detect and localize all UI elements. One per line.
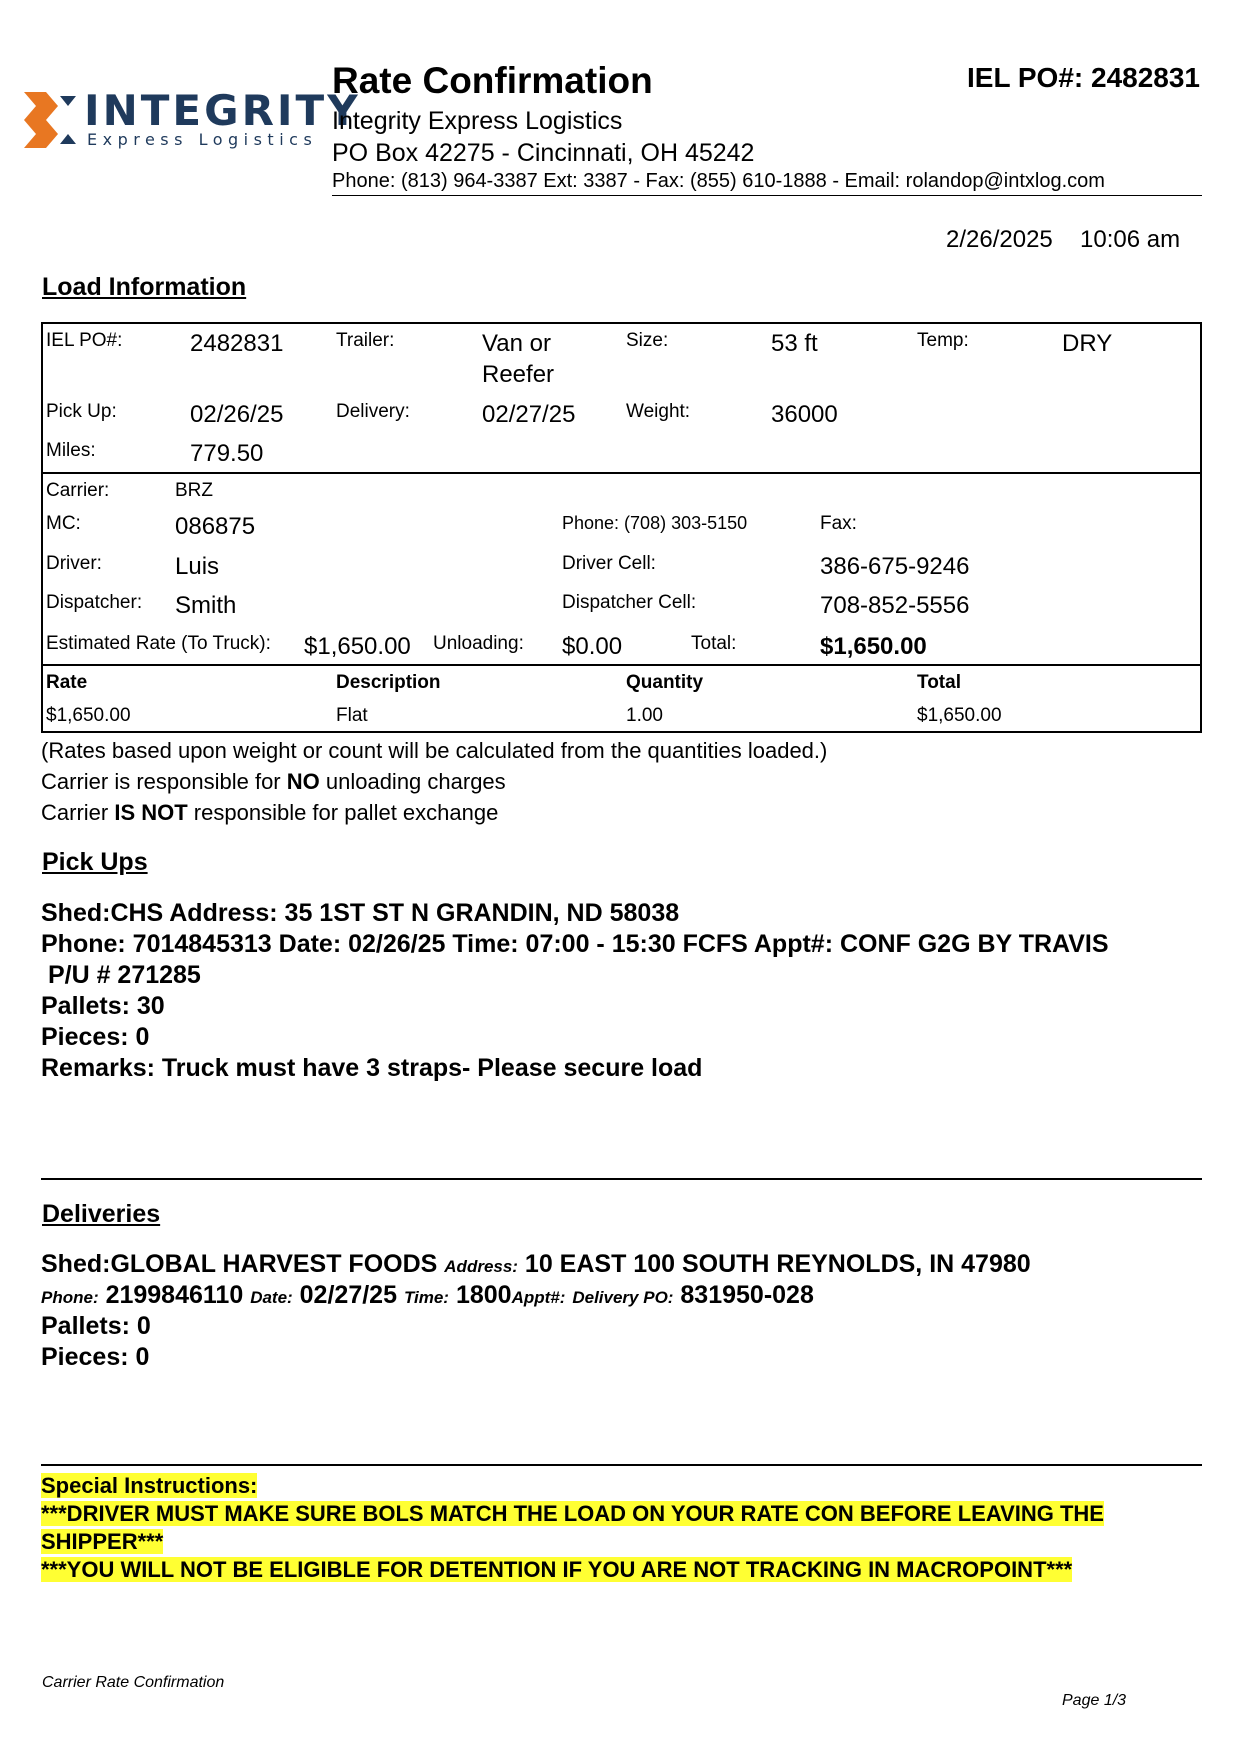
- unloading-note: [41, 769, 506, 795]
- rates-header-description: Description: [336, 672, 441, 693]
- delivery-phone-line: [41, 1281, 814, 1310]
- po-label: IEL PO#:: [46, 330, 123, 351]
- page-title: Rate Confirmation: [332, 60, 653, 101]
- pickup-phone-date-time: Phone: 7014845313 Date: 02/26/25 Time: 07:00 - 15:30 FCFS Appt#: CONF G2G BY TRAVIS: [41, 930, 1109, 958]
- total-label: Total:: [691, 633, 737, 654]
- carrier-label: Carrier:: [46, 480, 110, 501]
- company-logo: [24, 86, 361, 149]
- driver-cell-label: Driver Cell:: [562, 553, 656, 574]
- unloading-note-tail: unloading charges: [319, 769, 506, 794]
- rates-header-total: Total: [917, 672, 961, 693]
- special-instruction-bols-line1: ***DRIVER MUST MAKE SURE BOLS MATCH THE LOAD ON YOUR RATE CON BEFORE LEAVING THE: [41, 1501, 1104, 1526]
- delivery-shed: Shed:GLOBAL HARVEST FOODS: [41, 1250, 438, 1278]
- delivery-address-label: Address:: [444, 1257, 518, 1276]
- company-contact: Phone: (813) 964-3387 Ext: 3387 - Fax: (855) 610-1888 - Email: rolandop@intxlog.com: [332, 170, 1105, 192]
- pallet-note-emphasis: IS NOT: [114, 800, 188, 825]
- header-divider: [332, 195, 1202, 196]
- header-po-number: IEL PO#: 2482831: [967, 62, 1200, 93]
- po-value: 2482831: [190, 330, 284, 357]
- special-instruction-bols-line2: SHIPPER***: [41, 1529, 164, 1554]
- fax-label: Fax:: [820, 513, 857, 534]
- size-value: 53 ft: [771, 330, 818, 357]
- pickup-pallets: Pallets: 30: [41, 992, 165, 1020]
- unloading-note-emphasis: NO: [286, 769, 320, 794]
- load-carrier-divider: [41, 472, 1202, 474]
- trailer-value-line1: Van or: [482, 330, 551, 357]
- dispatcher-cell-value: 708-852-5556: [820, 592, 970, 619]
- delivery-pieces: Pieces: 0: [41, 1343, 150, 1371]
- driver-value: Luis: [175, 553, 220, 580]
- dispatcher-cell-label: Dispatcher Cell:: [562, 592, 697, 613]
- rates-header-rate: Rate: [46, 672, 88, 693]
- temp-value: DRY: [1062, 330, 1113, 357]
- logo-tagline: Express Logistics: [87, 130, 318, 149]
- delivery-shed-line: [41, 1250, 1031, 1279]
- special-instructions: [41, 1472, 1104, 1584]
- pickup-label: Pick Up:: [46, 401, 117, 422]
- miles-value: 779.50: [190, 440, 264, 467]
- trailer-value-line2: Reefer: [482, 361, 555, 388]
- logo-name: INTEGRITY: [84, 86, 361, 135]
- delivery-time: 1800: [455, 1281, 512, 1309]
- trailer-label: Trailer:: [336, 330, 395, 351]
- unloading-value: $0.00: [562, 633, 623, 660]
- pallet-note-tail: responsible for pallet exchange: [187, 800, 499, 825]
- weight-label: Weight:: [626, 401, 691, 422]
- dispatcher-value: Smith: [175, 592, 237, 619]
- delivery-po-label: Delivery PO:: [572, 1288, 674, 1307]
- unloading-note-text: Carrier is responsible for: [41, 769, 287, 794]
- estimated-rate-value: $1,650.00: [304, 633, 411, 660]
- delivery-phone-label: Phone:: [41, 1288, 99, 1307]
- rates-cell-description: Flat: [336, 705, 368, 726]
- pickup-value: 02/26/25: [190, 401, 284, 428]
- company-address: PO Box 42275 - Cincinnati, OH 45242: [332, 139, 755, 167]
- pickup-pieces: Pieces: 0: [41, 1023, 150, 1051]
- pallet-note-text: Carrier: [41, 800, 115, 825]
- pickup-remarks: Remarks: Truck must have 3 straps- Please secure load: [41, 1054, 703, 1082]
- dispatcher-label: Dispatcher:: [46, 592, 143, 613]
- delivery-address: 10 EAST 100 SOUTH REYNOLDS, IN 47980: [524, 1250, 1031, 1278]
- pickup-pu-number: P/U # 271285: [41, 961, 201, 989]
- delivery-date: 02/27/25: [299, 1281, 397, 1309]
- company-name: Integrity Express Logistics: [332, 107, 623, 135]
- mc-value: 086875: [175, 513, 256, 540]
- pallet-note: [41, 800, 498, 826]
- temp-label: Temp:: [917, 330, 969, 351]
- size-label: Size:: [626, 330, 669, 351]
- rates-cell-total: $1,650.00: [917, 705, 1002, 726]
- pickups-heading: Pick Ups: [42, 848, 148, 876]
- header-time: 10:06 am: [1080, 226, 1181, 253]
- deliveries-divider: [41, 1464, 1202, 1466]
- rates-cell-quantity: 1.00: [626, 705, 663, 726]
- driver-label: Driver:: [46, 553, 102, 574]
- miles-label: Miles:: [46, 440, 96, 461]
- integrity-x-logo-icon: [24, 92, 80, 148]
- rates-cell-rate: $1,650.00: [46, 705, 131, 726]
- footer-label: Carrier Rate Confirmation: [42, 1674, 225, 1691]
- delivery-appt-label: Appt#:: [511, 1288, 566, 1307]
- header-date: 2/26/2025: [946, 226, 1053, 253]
- delivery-time-label: Time:: [403, 1288, 449, 1307]
- pickups-divider: [41, 1178, 1202, 1180]
- total-value: $1,650.00: [820, 633, 927, 660]
- pickup-shed-address: Shed:CHS Address: 35 1ST ST N GRANDIN, ND 58038: [41, 899, 680, 927]
- rate-note: (Rates based upon weight or count will be calculated from the quantities loaded.): [41, 738, 828, 763]
- rates-header-quantity: Quantity: [626, 672, 704, 693]
- driver-cell-value: 386-675-9246: [820, 553, 970, 580]
- footer-page-number: Page 1/3: [1062, 1692, 1127, 1709]
- delivery-value: 02/27/25: [482, 401, 576, 428]
- delivery-label: Delivery:: [336, 401, 410, 422]
- delivery-phone: 2199846110: [105, 1281, 244, 1309]
- weight-value: 36000: [771, 401, 838, 428]
- carrier-rates-divider: [41, 664, 1202, 666]
- carrier-value: BRZ: [175, 480, 213, 501]
- deliveries-heading: Deliveries: [42, 1200, 161, 1228]
- mc-label: MC:: [46, 513, 81, 534]
- unloading-label: Unloading:: [433, 633, 524, 654]
- delivery-po: 831950-028: [680, 1281, 814, 1309]
- delivery-date-label: Date:: [250, 1288, 293, 1307]
- load-information-heading: Load Information: [42, 273, 247, 301]
- special-instruction-macropoint: ***YOU WILL NOT BE ELIGIBLE FOR DETENTION IF YOU ARE NOT TRACKING IN MACROPOINT***: [41, 1557, 1073, 1582]
- estimated-rate-label: Estimated Rate (To Truck):: [46, 633, 271, 654]
- delivery-pallets: Pallets: 0: [41, 1312, 151, 1340]
- special-instructions-title: Special Instructions:: [41, 1473, 258, 1498]
- carrier-phone: Phone: (708) 303-5150: [562, 513, 748, 533]
